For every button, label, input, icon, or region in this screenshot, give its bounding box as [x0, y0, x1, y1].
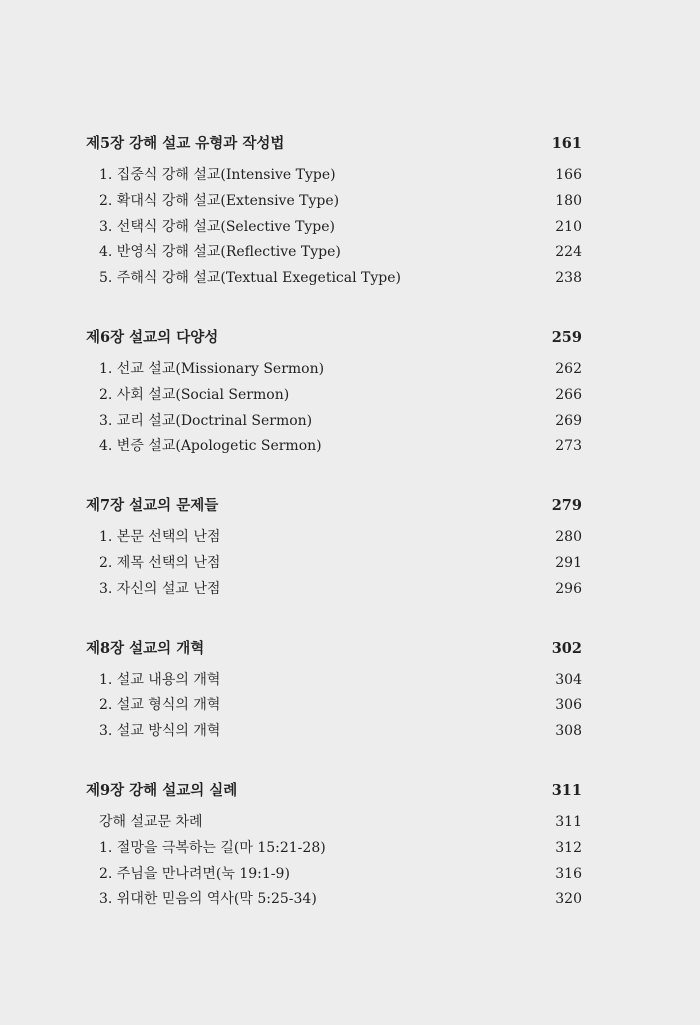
toc-item-page: 224 [555, 244, 582, 261]
toc-item-label: 4. 변증 설교(Apologetic Sermon) [99, 438, 322, 455]
chapter-page-number: 302 [551, 639, 582, 657]
toc-item [86, 267, 582, 293]
chapter-heading [86, 132, 582, 156]
toc-item [86, 216, 582, 242]
toc-item [86, 526, 582, 552]
toc-item-page: 296 [555, 580, 582, 597]
toc-item [86, 410, 582, 436]
toc-item [86, 863, 582, 889]
chapter-page-number: 259 [551, 328, 582, 346]
toc-item [86, 384, 582, 410]
toc-item-label: 1. 집중식 강해 설교(Intensive Type) [99, 167, 336, 183]
chapter-heading [86, 779, 582, 803]
toc-item-label: 2. 제목 선택의 난점 [99, 554, 221, 571]
chapter-9 [86, 779, 582, 914]
chapter-7 [86, 494, 582, 603]
toc-item [86, 190, 582, 216]
toc-item-page: 266 [555, 386, 582, 403]
toc-item [86, 720, 582, 746]
toc-item-label: 2. 설교 형식의 개혁 [99, 697, 221, 714]
toc-item-label: 1. 설교 내용의 개혁 [99, 671, 221, 688]
toc-item-page: 291 [555, 554, 582, 571]
toc-item-page: 210 [555, 218, 582, 235]
toc-item-page: 280 [555, 529, 582, 546]
toc-item-page: 273 [555, 438, 582, 455]
chapter-heading [86, 637, 582, 661]
toc-item-page: 262 [555, 360, 582, 377]
chapter-6 [86, 326, 582, 461]
chapter-title: 제7장 설교의 문제들 [86, 497, 219, 515]
toc-item [86, 811, 582, 837]
chapter-page-number: 161 [551, 135, 582, 152]
table-of-contents [86, 132, 582, 947]
toc-item-page: 316 [555, 865, 582, 882]
toc-item-page: 312 [555, 839, 582, 856]
chapter-5 [86, 132, 582, 293]
toc-item-page: 269 [555, 412, 582, 429]
toc-item-label: 1. 절망을 극복하는 길(마 15:21-28) [99, 839, 326, 856]
chapter-title: 제8장 설교의 개혁 [86, 639, 205, 657]
chapter-title: 제6장 설교의 다양성 [86, 328, 219, 346]
toc-item-page: 166 [555, 167, 582, 183]
toc-item-page: 320 [555, 891, 582, 908]
toc-item [86, 694, 582, 720]
toc-item-page: 304 [555, 671, 582, 688]
chapter-page-number: 279 [551, 497, 582, 515]
toc-item-label: 2. 주님을 만나려면(눅 19:1-9) [99, 865, 290, 882]
chapter-heading [86, 326, 582, 350]
toc-item [86, 578, 582, 604]
toc-item-label: 1. 선교 설교(Missionary Sermon) [99, 360, 325, 377]
chapter-title: 제5장 강해 설교 유형과 작성법 [86, 135, 285, 152]
toc-item [86, 888, 582, 914]
chapter-8 [86, 637, 582, 746]
toc-item-label: 3. 교리 설교(Doctrinal Sermon) [99, 412, 313, 429]
toc-item-page: 308 [555, 723, 582, 740]
toc-item-page: 238 [555, 270, 582, 287]
toc-item-page: 311 [555, 813, 582, 830]
toc-item [86, 241, 582, 267]
toc-item-label: 4. 반영식 강해 설교(Reflective Type) [99, 244, 341, 261]
chapter-page-number: 311 [551, 781, 582, 799]
toc-item [86, 837, 582, 863]
toc-item-label: 3. 위대한 믿음의 역사(막 5:25-34) [99, 891, 317, 908]
toc-item-label: 5. 주해식 강해 설교(Textual Exegetical Type) [99, 270, 402, 287]
toc-item-page: 180 [555, 192, 582, 209]
toc-item-label: 3. 설교 방식의 개혁 [99, 723, 221, 740]
toc-item-label: 2. 확대식 강해 설교(Extensive Type) [99, 192, 340, 209]
toc-item-label: 강해 설교문 차례 [99, 813, 203, 830]
toc-item [86, 435, 582, 461]
toc-item [86, 358, 582, 384]
toc-item-page: 306 [555, 697, 582, 714]
toc-item-label: 3. 선택식 강해 설교(Selective Type) [99, 218, 336, 235]
toc-item [86, 552, 582, 578]
chapter-heading [86, 494, 582, 518]
toc-item-label: 3. 자신의 설교 난점 [99, 580, 221, 597]
toc-item [86, 669, 582, 695]
toc-item-label: 1. 본문 선택의 난점 [99, 529, 221, 546]
chapter-title: 제9장 강해 설교의 실례 [86, 781, 238, 799]
toc-item [86, 164, 582, 190]
toc-item-label: 2. 사회 설교(Social Sermon) [99, 386, 290, 403]
